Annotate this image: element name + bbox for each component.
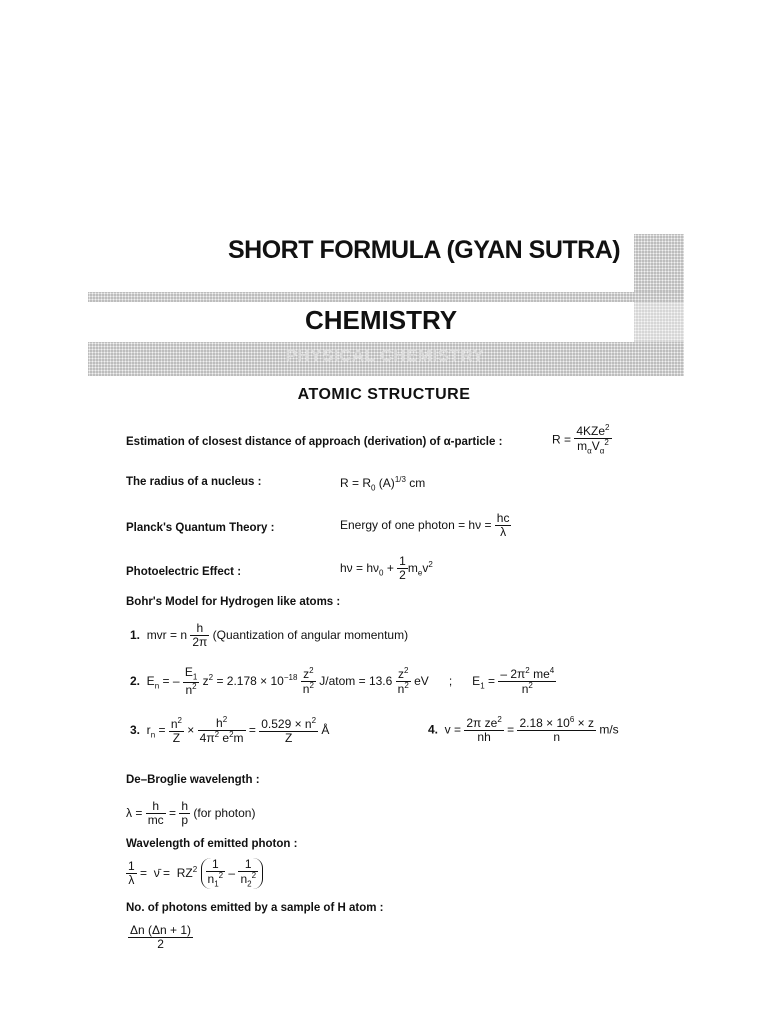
formula-number: 1.: [130, 627, 141, 642]
decorative-stripe: [634, 234, 684, 296]
label-emitted-wavelength: Wavelength of emitted photon :: [126, 838, 298, 850]
formula-number: 4.: [428, 722, 439, 737]
formula-text: J/atom = 13.6: [319, 673, 393, 688]
formula-closest-approach: R = $\frac{4KZe^2}{m_\alpha V_\alpha^2}$: [552, 423, 610, 456]
formula-text: λ: [500, 525, 507, 540]
label-photons-count: No. of photons emitted by a sample of H atom :: [126, 902, 384, 914]
label-bohr: Bohr's Model for Hydrogen like atoms :: [126, 596, 341, 608]
formula-photons-count: $\frac{\Delta n (\Delta n + 1)}{2}$: [130, 923, 192, 952]
formula-text: hc: [496, 511, 510, 525]
formula-bohr-1: [130, 622, 408, 649]
formula-text: R = R: [340, 476, 372, 490]
formula-text: = 2.178 × 10: [216, 673, 284, 688]
formula-text: Energy of one photon = hν =: [340, 517, 492, 532]
formula-text: cm: [405, 476, 426, 490]
formula-debroglie: λ = $\frac{h}{mc}$ = $\frac{h}{p}$ (for photon): [126, 799, 256, 828]
formula-text: m: [577, 439, 588, 454]
formula-exponent: −18: [283, 672, 298, 682]
formula-text: 4KZe: [576, 424, 606, 438]
formula-radius: $R = R_0$ $(A)^{1/3}$ cm: [340, 475, 426, 493]
formula-planck: [340, 512, 511, 539]
topic-heading: ATOMIC STRUCTURE: [297, 386, 471, 403]
formula-text: 2.18 × 10: [519, 716, 570, 730]
formula-note: (for photon): [193, 805, 256, 820]
formula-text: R =: [552, 432, 572, 447]
formula-number: 3.: [130, 722, 141, 737]
label-radius-nucleus: The radius of a nucleus :: [126, 476, 262, 488]
decorative-stripe: [634, 302, 684, 342]
formula-text: h: [190, 622, 209, 636]
formula-text: eV: [414, 673, 429, 688]
decorative-band: [88, 292, 684, 302]
formula-text: mvr = n: [146, 627, 188, 642]
formula-text: 0.529 × n: [261, 716, 312, 731]
subject-heading: CHEMISTRY: [305, 305, 458, 335]
formula-text: hν = hν: [340, 560, 380, 575]
formula-exponent: 1/3: [394, 475, 406, 484]
formula-photoelectric: $h\nu = h\nu_0$ + $\frac{1}{2}$ $m_ev^2$: [340, 554, 433, 583]
formula-text: ;: [448, 673, 453, 688]
formula-text: 2π: [192, 635, 208, 650]
section-heading: PHYSICAL CHEMISTRY: [285, 346, 485, 365]
label-planck: Planck's Quantum Theory :: [126, 522, 275, 534]
label-debroglie: De–Broglie wavelength :: [126, 774, 260, 786]
formula-text: (A): [375, 476, 395, 490]
label-closest-approach: Estimation of closest distance of approach (derivation) of α-particle :: [126, 436, 503, 448]
formula-bohr-4: 4. v = $\frac{2\pi ze^2}{nh}$ = $\frac{2.18 \times 10^6 \times z}{n}$ m/s: [428, 715, 619, 745]
formula-number: 2.: [130, 673, 141, 688]
formula-unit: m/s: [599, 722, 619, 737]
label-photoelectric: Photoelectric Effect :: [126, 566, 242, 578]
formula-bohr-2: 2. $E_n$ = – $\frac{E_1}{n^2}$ $z^2 = 2.178 \times 10^{-18}$ $\frac{z^2}{n^2}$ J/atom = 13.6 $\frac{z^2}{n^2}$ eV ; $E_1$ = $\frac{- 2\pi^2 me^4}{n^2}$: [130, 665, 555, 698]
formula-unit: Å: [321, 722, 330, 737]
formula-note: (Quantization of angular momentum): [212, 627, 409, 642]
formula-emitted-wavelength: $\frac{1}{\lambda}$ = ν̄ = $RZ^2$ $\frac{1}{n_1^2}$ – $\frac{1}{n_2^2}$: [126, 858, 263, 889]
formula-bohr-3: 3. $r_n$ = $\frac{n^2}{Z}$ × $\frac{h^2}{4\pi^2 e^2m}$ = $\frac{0.529 \times n^2}{Z}$ Å: [130, 715, 330, 746]
document-title: SHORT FORMULA (GYAN SUTRA): [228, 236, 621, 264]
